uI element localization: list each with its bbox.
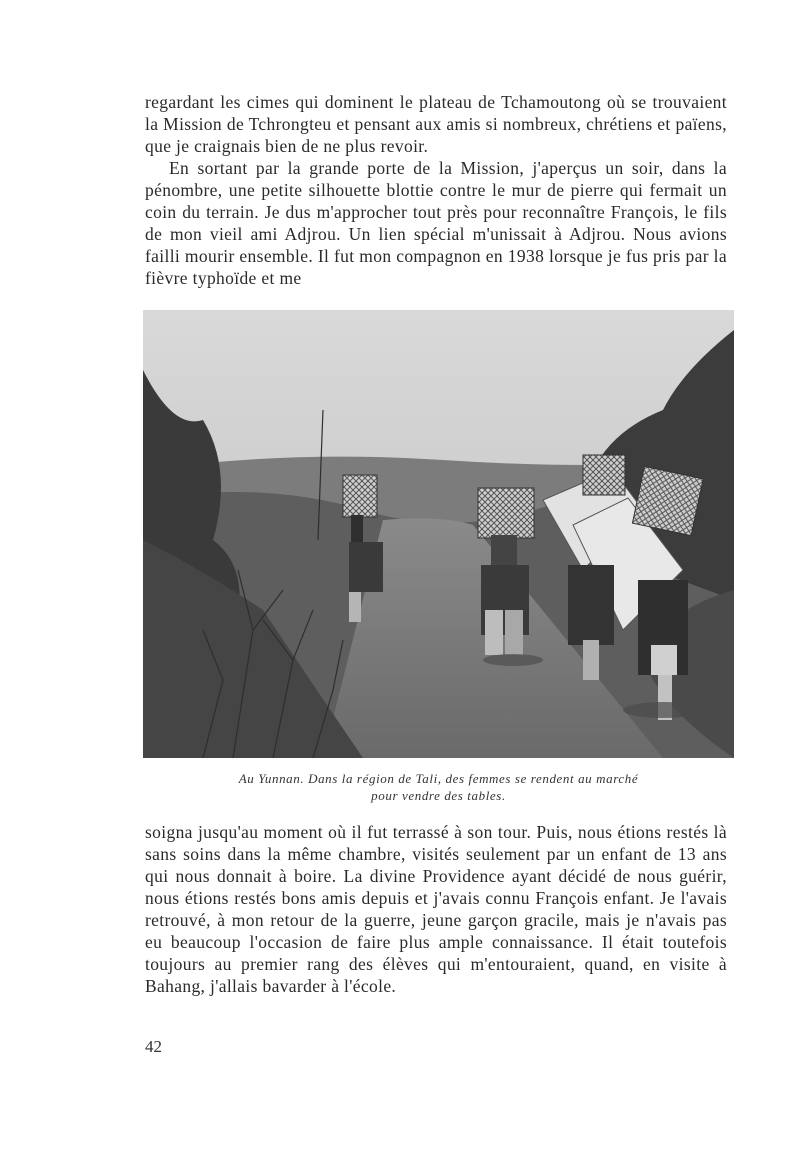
top-text-block [145, 91, 727, 289]
paragraph-francois: En sortant par la grande porte de la Mission, j'aperçus un soir, dans la pénombre, une petite silhouette blottie contre le mur de pierre qui fermait un coin du terrain. Je dus m'approcher tout près pour reconnaître François, le fils de mon vieil ami Adjrou. Un lien spécial m'unissait à Adjrou. Nous avions failli mourir ensemble. Il fut mon compagnon en 1938 lorsque je fus pris par la fièvre typhoïde et me [145, 158, 727, 288]
photo-yunnan-women-carrying-tables [143, 310, 734, 758]
paragraph-continuation: regardant les cimes qui dominent le plateau de Tchamoutong où se trouvaient la Mission de Tchrongteu et pensant aux amis si nombreux, chrétiens et païens, que je craignais bien de ne plus revoir. [145, 92, 727, 156]
paragraph-continuation-bottom: soigna jusqu'au moment où il fut terrassé à son tour. Puis, nous étions restés là sans soins dans la même chambre, visités seulement par un enfant de 13 ans qui nous donnait à boire. La divine Providence ayant décidé de nous guérir, nous étions restés bons amis depuis et j'avais connu François enfant. Je l'avais retrouvé, à mon retour de la guerre, jeune garçon gracile, mais je n'avais pas eu beaucoup l'occasion de faire plus ample connaissance. Il était toutefois toujours au premier rang des élèves qui m'entouraient, quand, en visite à Bahang, j'allais bavarder à l'école. [145, 822, 727, 996]
caption-line: Au Yunnan. Dans la région de Tali, des femmes se rendent au marché [238, 771, 639, 786]
bottom-text-block [145, 821, 727, 997]
page-number: 42 [145, 1037, 162, 1056]
caption-line: pour vendre des tables. [371, 788, 506, 803]
photo-caption [143, 770, 734, 804]
